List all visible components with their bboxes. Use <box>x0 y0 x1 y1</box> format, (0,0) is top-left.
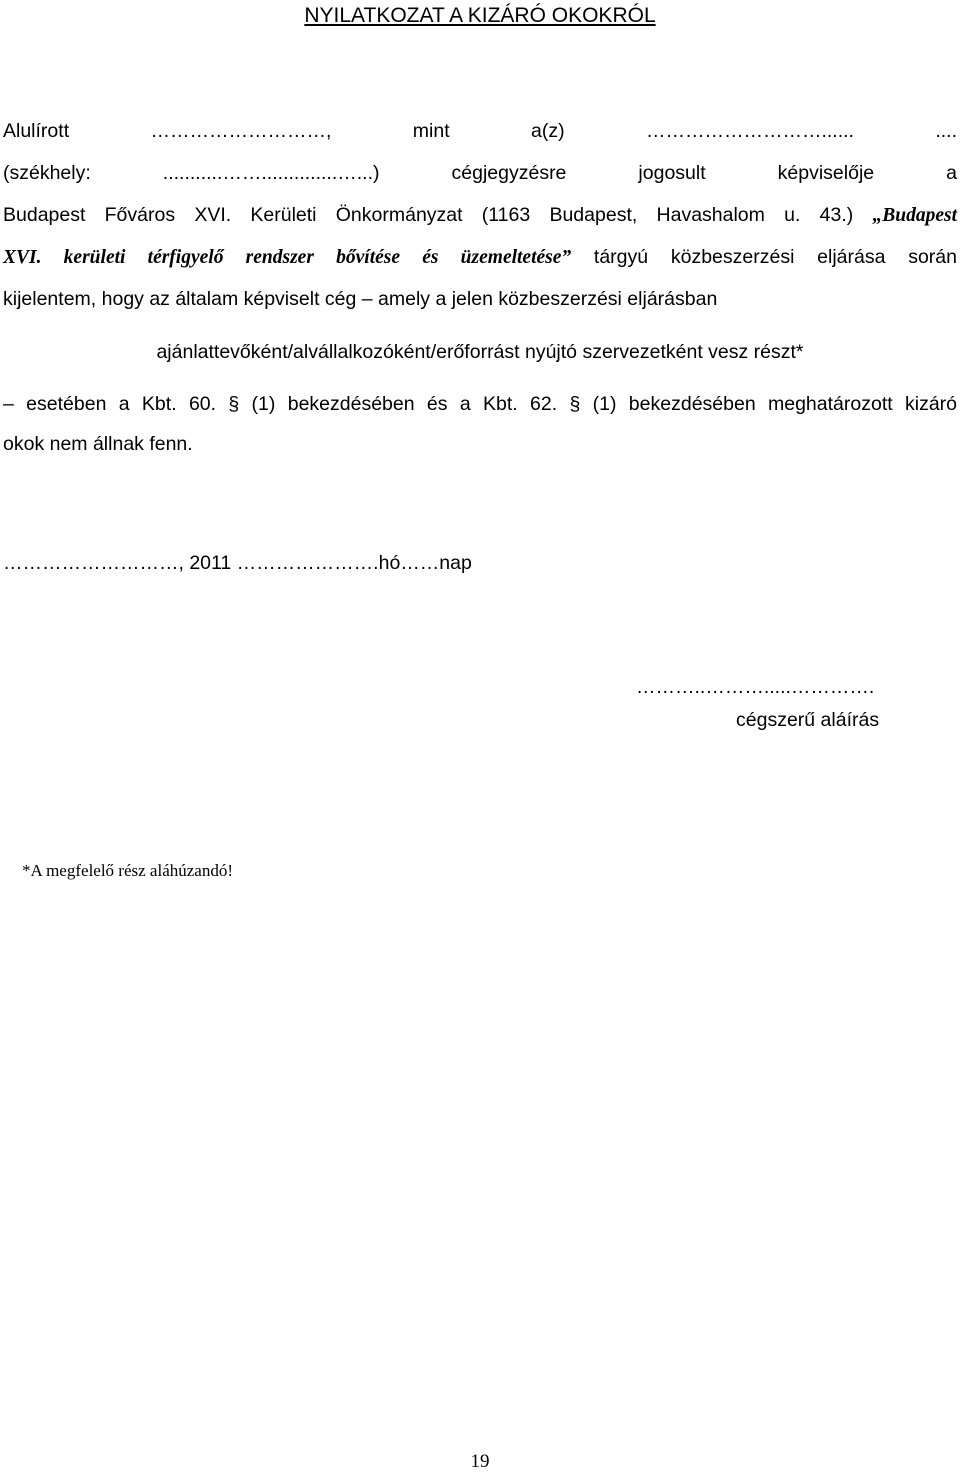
signature-line: ………..……….....…………. <box>636 676 875 698</box>
body-line <box>3 433 957 456</box>
signature-label: cégszerű aláírás <box>736 709 880 731</box>
tender-title-text: XVI. kerületi térfigyelő rendszer bővítése és üzemeltetése” <box>3 247 572 268</box>
body-line <box>3 204 957 227</box>
body-line <box>3 246 957 269</box>
body-text: kijelentem, hogy az általam képviselt cég – amely a jelen közbeszerzési eljárásban <box>3 288 718 310</box>
document-title: NYILATKOZAT A KIZÁRÓ OKOKRÓL <box>304 4 656 27</box>
body-line <box>3 288 957 311</box>
body-line <box>3 162 957 185</box>
body-line <box>0 341 960 364</box>
body-text: tárgyú közbeszerzési eljárása során <box>571 246 957 268</box>
tender-title-text: „Budapest <box>872 205 957 226</box>
body-text: Alulírott ………………………, mint a(z) ………………………...... .... <box>3 120 957 142</box>
page-number: 19 <box>470 1451 490 1472</box>
body-text: Budapest Főváros XVI. Kerületi Önkormányzat (1163 Budapest, Havashalom u. 43.) <box>3 204 873 226</box>
body-text: okok nem állnak fenn. <box>3 433 193 455</box>
date-line: ………………………, 2011 ………………….hó……nap <box>3 552 472 574</box>
body-text: ajánlattevőként/alvállalkozóként/erőforrást nyújtó szervezetként vesz részt* <box>156 341 804 363</box>
body-text: (székhely: ...........……..............…...) cégjegyzésre jogosult képviselője a <box>3 162 957 184</box>
footnote: *A megfelelő rész aláhúzandó! <box>22 861 233 880</box>
body-text: – esetében a Kbt. 60. § (1) bekezdésében és a Kbt. 62. § (1) bekezdésében meghatározott kizáró <box>3 393 957 415</box>
body-line <box>3 393 957 416</box>
body-line <box>3 120 957 143</box>
